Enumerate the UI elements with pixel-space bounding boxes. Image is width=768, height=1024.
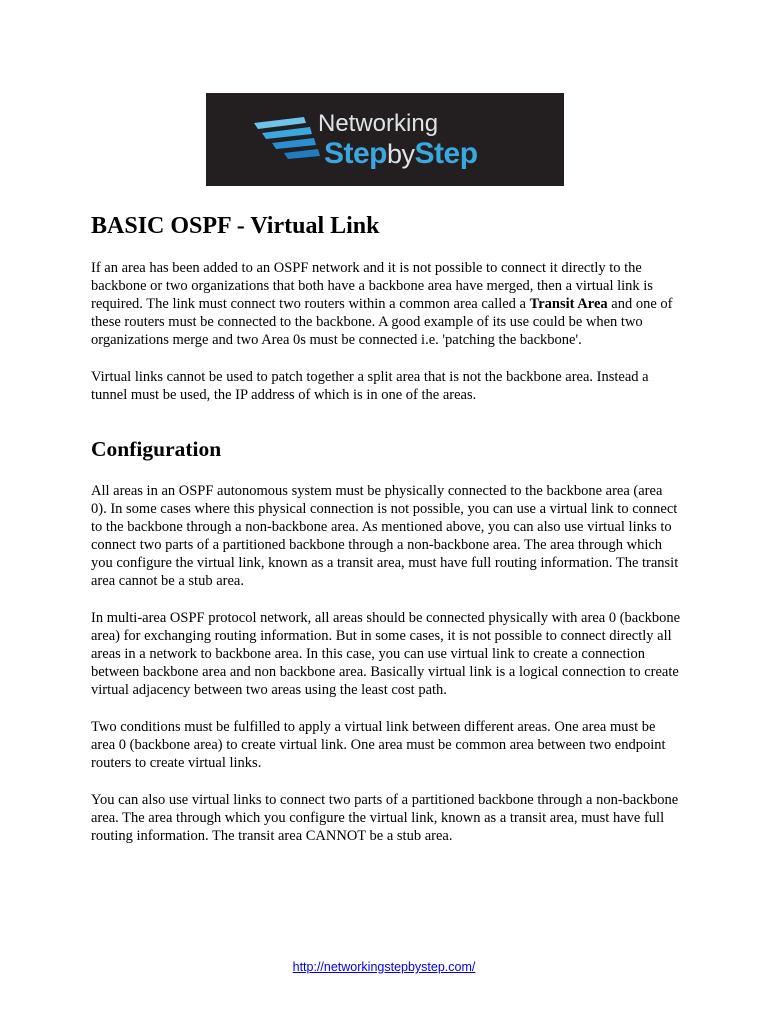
logo-swoosh-icon [254, 117, 320, 159]
svg-text:StepbyStep [324, 137, 478, 170]
page-footer [0, 960, 768, 974]
logo-networking-text: Networking [318, 110, 439, 137]
document-body [91, 212, 681, 845]
website-link[interactable]: http://networkingstepbystep.com/ [292, 960, 476, 974]
intro-paragraph-2: Virtual links cannot be used to patch together a split area that is not the backbone area. Instead a tunnel must be used, the IP address of which is in one of the areas. [91, 368, 649, 403]
configuration-heading: Configuration [91, 436, 222, 461]
configuration-paragraph-2: In multi-area OSPF protocol network, all areas should be connected physically with area 0 (backbone area) for exchanging routing information. But in some cases, it is not possible to connect directly all areas in a network to backbone area. In this case, you can use virtual link to create a connection between backbone area and non backbone area. Basically virtual link is a logical connection to create virtual adjacency between two areas using the least cost path. [91, 609, 681, 698]
networking-step-by-step-logo [206, 93, 564, 186]
logo-step2-text: Step [414, 137, 478, 170]
configuration-paragraph-3: Two conditions must be fulfilled to apply a virtual link between different areas. One area must be area 0 (backbone area) to create virtual link. One area must be common area between two endpoint routers to create virtual links. [91, 718, 666, 771]
configuration-paragraph-4: You can also use virtual links to connect two parts of a partitioned backbone through a non-backbone area. The area through which you configure the virtual link, known as a transit area, must have full routing information. The transit area CANNOT be a stub area. [91, 791, 679, 844]
transit-area-term: Transit Area [529, 295, 608, 312]
page-title: BASIC OSPF - Virtual Link [91, 213, 380, 239]
logo-step-text: Step [324, 137, 388, 170]
logo-by-text: by [387, 139, 415, 169]
intro-paragraph-1: If an area has been added to an OSPF network and it is not possible to connect it directly to the backbone or two organizations that both have a backbone area have merged, then a virtual link is required. The link must connect two routers within a common area called a Transit Area and one of these routers must be connected to the backbone. A good example of its use could be when two organizations merge and two Area 0s must be connected i.e. 'patching the backbone'. [91, 259, 673, 348]
configuration-paragraph-1: All areas in an OSPF autonomous system must be physically connected to the backbone area (area 0). In some cases where this physical connection is not possible, you can use a virtual link to connect to the backbone through a non-backbone area. As mentioned above, you can also use virtual links to connect two parts of a partitioned backbone through a non-backbone area. The area through which you configure the virtual link, known as a transit area, must have full routing information. The transit area cannot be a stub area. [91, 482, 679, 589]
